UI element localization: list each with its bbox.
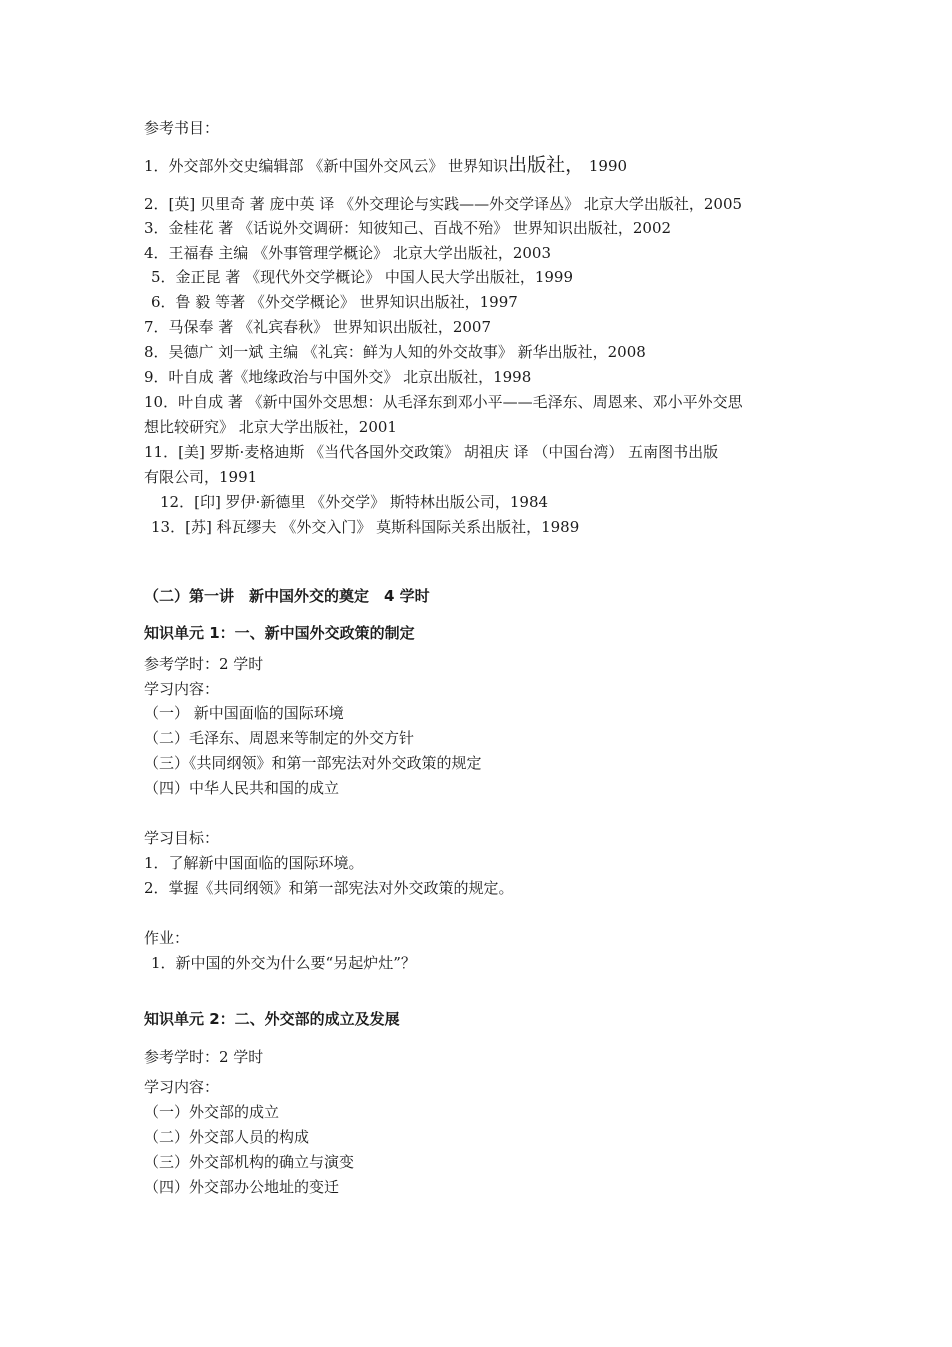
references-heading: 参考书目： <box>144 119 220 137</box>
reference-item: 9．叶自成 著《地缘政治与中国外交》 北京出版社，1998 <box>144 368 532 386</box>
unit-1-goals-label: 学习目标： <box>144 829 220 847</box>
unit-1-homework-label: 作业： <box>144 929 190 947</box>
unit-1-hours: 参考学时：2 学时 <box>144 655 264 673</box>
reference-item-continued: 想比较研究》 北京大学出版社，2001 <box>144 418 397 436</box>
unit-1-goal: 1．了解新中国面临的国际环境。 <box>144 854 364 872</box>
unit-2-content-item: （三）外交部机构的确立与演变 <box>144 1153 355 1171</box>
unit-2-hours: 参考学时：2 学时 <box>144 1048 264 1066</box>
reference-item: 4．王福春 主编 《外事管理学概论》 北京大学出版社，2003 <box>144 244 552 262</box>
reference-item: 13．[苏] 科瓦缪夫 《外交入门》 莫斯科国际关系出版社，1989 <box>151 518 580 536</box>
reference-item: 6．鲁 毅 等著 《外交学概论》 世界知识出版社，1997 <box>151 293 518 311</box>
unit-2-content-item: （四）外交部办公地址的变迁 <box>144 1178 340 1196</box>
unit-1-content-item: （一） 新中国面临的国际环境 <box>144 704 344 722</box>
unit-2-title: 知识单元 2：二、外交部的成立及发展 <box>144 1010 400 1028</box>
unit-1-content-item: （二）毛泽东、周恩来等制定的外交方针 <box>144 729 415 747</box>
unit-2-content-item: （二）外交部人员的构成 <box>144 1128 310 1146</box>
unit-1-homework-item: 1．新中国的外交为什么要“另起炉灶”？ <box>151 954 416 972</box>
reference-item-1 <box>144 155 627 176</box>
unit-2-content-item: （一）外交部的成立 <box>144 1103 280 1121</box>
reference-item: 7．马保奉 著 《礼宾春秋》 世界知识出版社，2007 <box>144 318 492 336</box>
unit-1-title: 知识单元 1：一、新中国外交政策的制定 <box>144 624 415 642</box>
reference-item-1-text: 1．外交部外交史编辑部 《新中国外交风云》 世界知识 <box>144 157 509 175</box>
reference-item: 8．吴德广 刘一斌 主编 《礼宾：鲜为人知的外交故事》 新华出版社，2008 <box>144 343 646 361</box>
unit-1-goal: 2．掌握《共同纲领》和第一部宪法对外交政策的规定。 <box>144 879 514 897</box>
unit-1-content-label: 学习内容： <box>144 680 220 698</box>
reference-item-continued: 有限公司，1991 <box>144 468 258 486</box>
lecture-title: （二）第一讲 新中国外交的奠定 4 学时 <box>144 587 430 605</box>
reference-item: 11．[美] 罗斯·麦格迪斯 《当代各国外交政策》 胡祖庆 译 （中国台湾） 五南图书出版 <box>144 443 719 461</box>
reference-item: 3．金桂花 著 《话说外交调研：知彼知己、百战不殆》 世界知识出版社，2002 <box>144 219 672 237</box>
unit-2-content-label: 学习内容： <box>144 1078 220 1096</box>
reference-item-1-publisher: 出版社， <box>508 154 585 176</box>
unit-1-content-item: （三）《共同纲领》和第一部宪法对外交政策的规定 <box>144 754 482 772</box>
unit-1-content-item: （四）中华人民共和国的成立 <box>144 779 340 797</box>
reference-item: 5．金正昆 著 《现代外交学概论》 中国人民大学出版社，1999 <box>151 268 574 286</box>
reference-item: 12．[印] 罗伊·新德里 《外交学》 斯特林出版公司，1984 <box>160 493 549 511</box>
reference-item: 10．叶自成 著 《新中国外交思想：从毛泽东到邓小平——毛泽东、周恩来、邓小平外交思 <box>144 393 743 411</box>
reference-item-1-year: 1990 <box>588 157 628 175</box>
reference-item: 2．[英] 贝里奇 著 庞中英 译 《外交理论与实践——外交学译丛》 北京大学出版社，2005 <box>144 195 743 213</box>
